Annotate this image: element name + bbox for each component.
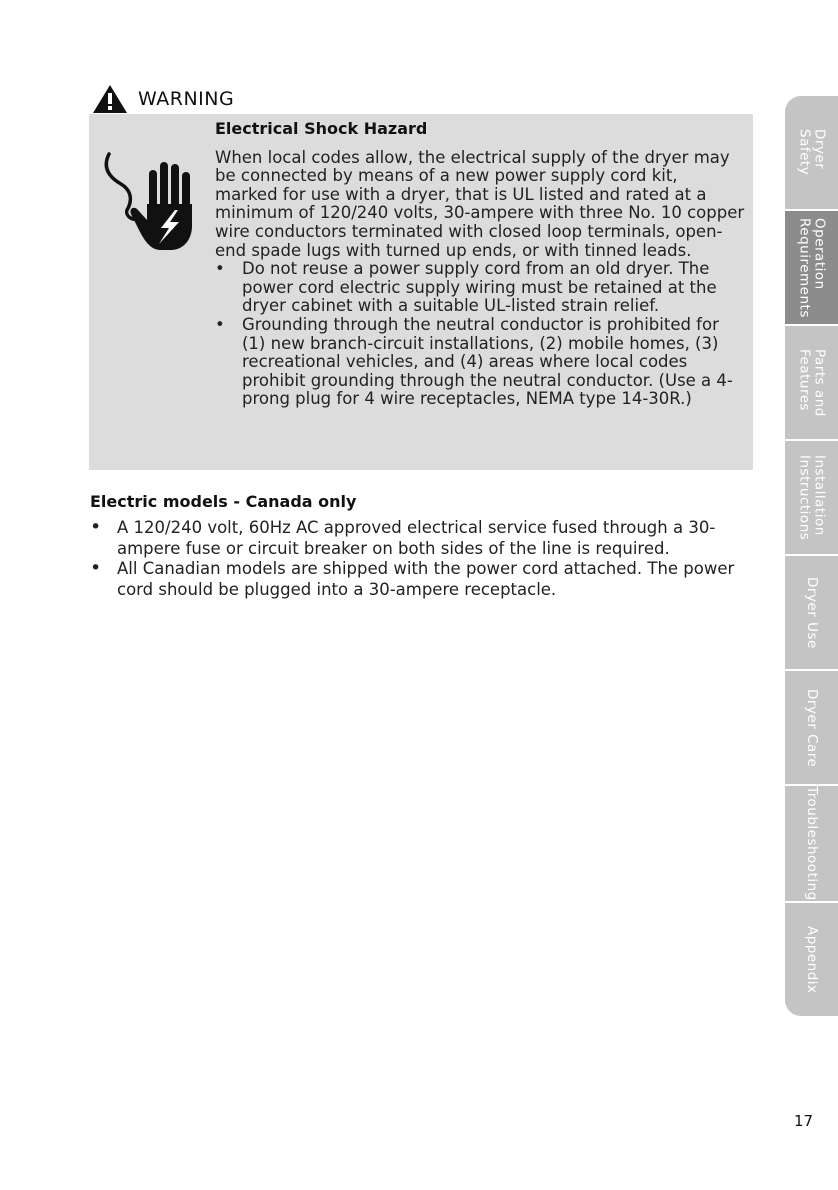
warning-header bbox=[92, 84, 234, 114]
tab-label: Operation Requirements bbox=[796, 217, 828, 318]
tab-parts-and-features[interactable] bbox=[785, 326, 838, 441]
electrical-shock-hand-icon bbox=[103, 152, 195, 252]
tab-label: Dryer Use bbox=[804, 576, 820, 649]
tab-label: Troubleshooting bbox=[804, 786, 820, 901]
page-number: 17 bbox=[794, 1112, 814, 1130]
hazard-intro: When local codes allow, the electrical supply of the dryer may be connected by means of a new power supply cord kit, marked for use with a dryer, that is UL listed and rated at a minimum of 120/240 volts, 30-ampere with three No. 10 copper wire conductors terminated with closed loop terminals, open-end spade lugs with turned up ends, or with tinned leads. bbox=[215, 147, 745, 260]
list-item: • All Canadian models are shipped with the power cord attached. The power cord should be plugged into a 30-ampere receptacle. bbox=[90, 559, 750, 600]
hazard-title: Electrical Shock Hazard bbox=[215, 119, 428, 138]
tab-label: Dryer Safety bbox=[796, 129, 828, 176]
hazard-content bbox=[215, 120, 745, 409]
tab-troubleshooting[interactable] bbox=[785, 786, 838, 903]
list-item: • Do not reuse a power supply cord from an old dryer. The power cord electric supply wiring must be retained at the dryer cabinet with a suitable UL-listed strain relief. bbox=[215, 260, 745, 316]
warning-triangle-icon bbox=[92, 84, 128, 114]
tab-label: Installation Instructions bbox=[796, 454, 828, 541]
list-item: • A 120/240 volt, 60Hz AC approved electrical service fused through a 30-ampere fuse or circuit breaker on both sides of the line is required. bbox=[90, 518, 750, 559]
electrical-shock-hazard-box bbox=[89, 114, 753, 470]
tab-label: Dryer Care bbox=[804, 688, 820, 767]
tab-dryer-care[interactable] bbox=[785, 671, 838, 786]
tab-installation-instructions[interactable] bbox=[785, 441, 838, 556]
tab-dryer-safety[interactable] bbox=[785, 96, 838, 211]
hazard-bullet-list bbox=[215, 260, 745, 409]
section-tabs bbox=[785, 96, 838, 1016]
canada-heading: Electric models - Canada only bbox=[90, 492, 357, 511]
tab-appendix[interactable] bbox=[785, 903, 838, 1016]
tab-label: Parts and Features bbox=[796, 348, 828, 417]
tab-dryer-use[interactable] bbox=[785, 556, 838, 671]
canada-bullet-list bbox=[90, 518, 750, 600]
tab-label: Appendix bbox=[804, 925, 820, 994]
list-item: • Grounding through the neutral conductor is prohibited for (1) new branch-circuit installations, (2) mobile homes, (3) recreational vehicles, and (4) areas where local codes prohibit grounding through the neutral conductor. (Use a 4-prong plug for 4 wire receptacles, NEMA type 14-30R.) bbox=[215, 316, 745, 409]
tab-operation-requirements[interactable] bbox=[785, 211, 838, 326]
warning-label: WARNING bbox=[138, 88, 235, 110]
